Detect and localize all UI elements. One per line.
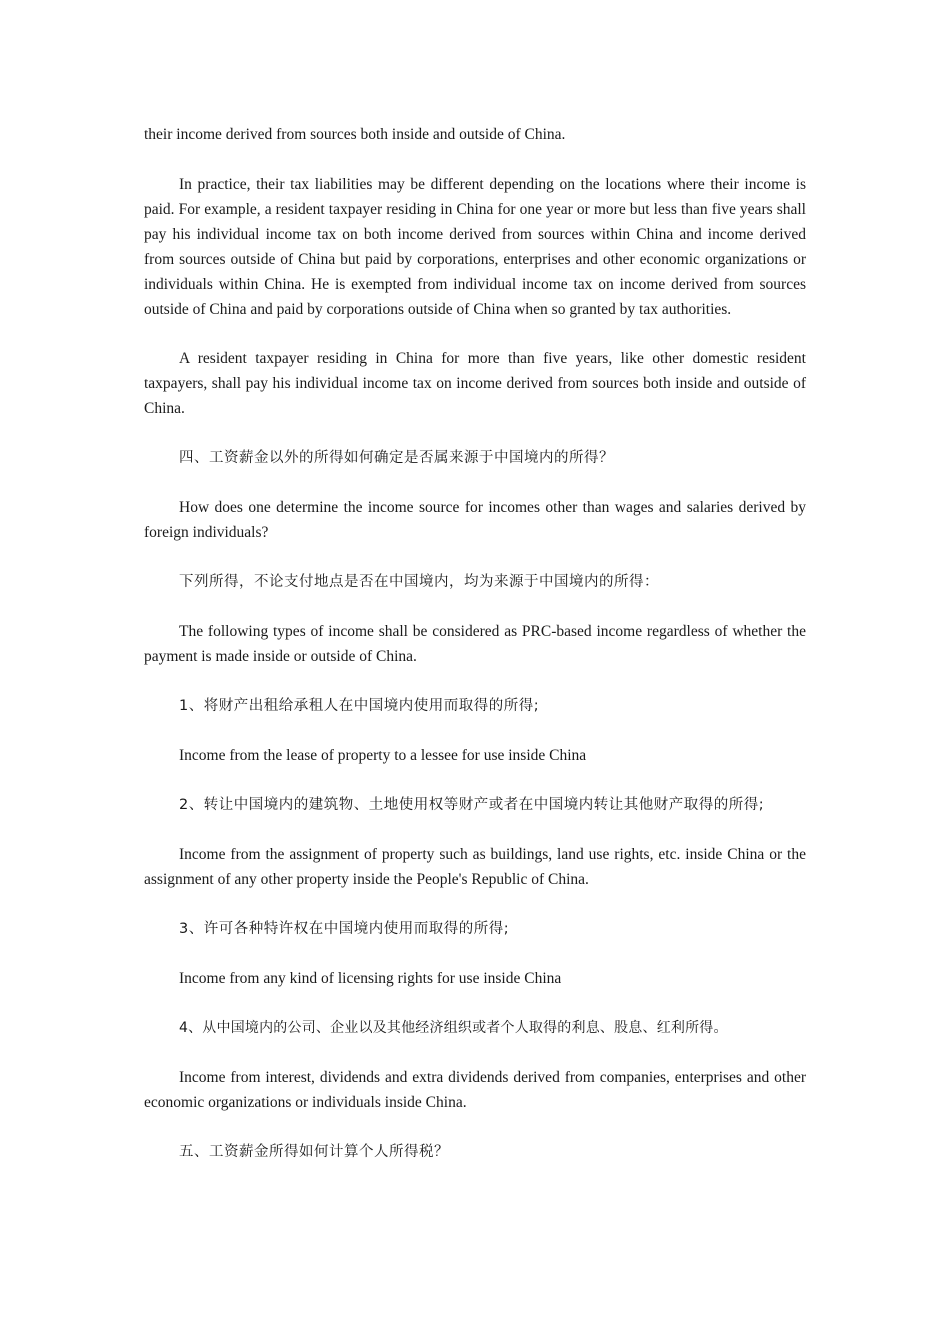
paragraph-resident-five-years: A resident taxpayer residing in China for more than five years, like other domestic resident taxpayers, shall pay his individual income tax on income derived from sources both inside and outside of China. [144, 350, 806, 417]
section-heading-5: 五、工资薪金所得如何计算个人所得税？ [179, 1143, 449, 1160]
list-item-1-en: Income from the lease of property to a lessee for use inside China [179, 747, 587, 764]
list-item-4-cn: 4、从中国境内的公司、企业以及其他经济组织或者个人取得的利息、股息、红利所得。 [179, 1019, 728, 1036]
list-item-3-en: Income from any kind of licensing rights for use inside China [179, 970, 562, 987]
paragraph-cn-following-income: 下列所得，不论支付地点是否在中国境内，均为来源于中国境内的所得： [179, 573, 659, 590]
paragraph-income-source-question: How does one determine the income source for incomes other than wages and salaries derived by foreign individuals? [144, 499, 806, 541]
paragraph-continuation: their income derived from sources both inside and outside of China. [144, 126, 566, 143]
list-item-3-cn: 3、许可各种特许权在中国境内使用而取得的所得; [179, 920, 510, 937]
list-item-2-en: Income from the assignment of property such as buildings, land use rights, etc. inside China or the assignment of any other property inside the People's Republic of China. [144, 846, 806, 888]
list-item-1-cn: 1、将财产出租给承租人在中国境内使用而取得的所得; [179, 697, 540, 714]
paragraph-tax-liabilities: In practice, their tax liabilities may be different depending on the locations where their income is paid. For example, a resident taxpayer residing in China for one year or more but less than five years shall pay his individual income tax on both income derived from sources within China and income derived from sources outside of China but paid by corporations, enterprises and other economic organizations or individuals within China. He is exempted from individual income tax on income derived from sources outside of China and paid by corporations outside of China when so granted by tax authorities. [144, 175, 806, 318]
paragraph-following-income: The following types of income shall be considered as PRC-based income regardless of whether the payment is made inside or outside of China. [144, 623, 806, 665]
list-item-4-en: Income from interest, dividends and extra dividends derived from companies, enterprises and other economic organizations or individuals inside China. [144, 1069, 806, 1111]
list-item-2-cn: 2、转让中国境内的建筑物、土地使用权等财产或者在中国境内转让其他财产取得的所得; [179, 796, 765, 813]
section-heading-4: 四、工资薪金以外的所得如何确定是否属来源于中国境内的所得？ [179, 449, 614, 466]
document-page [144, 122, 806, 1189]
